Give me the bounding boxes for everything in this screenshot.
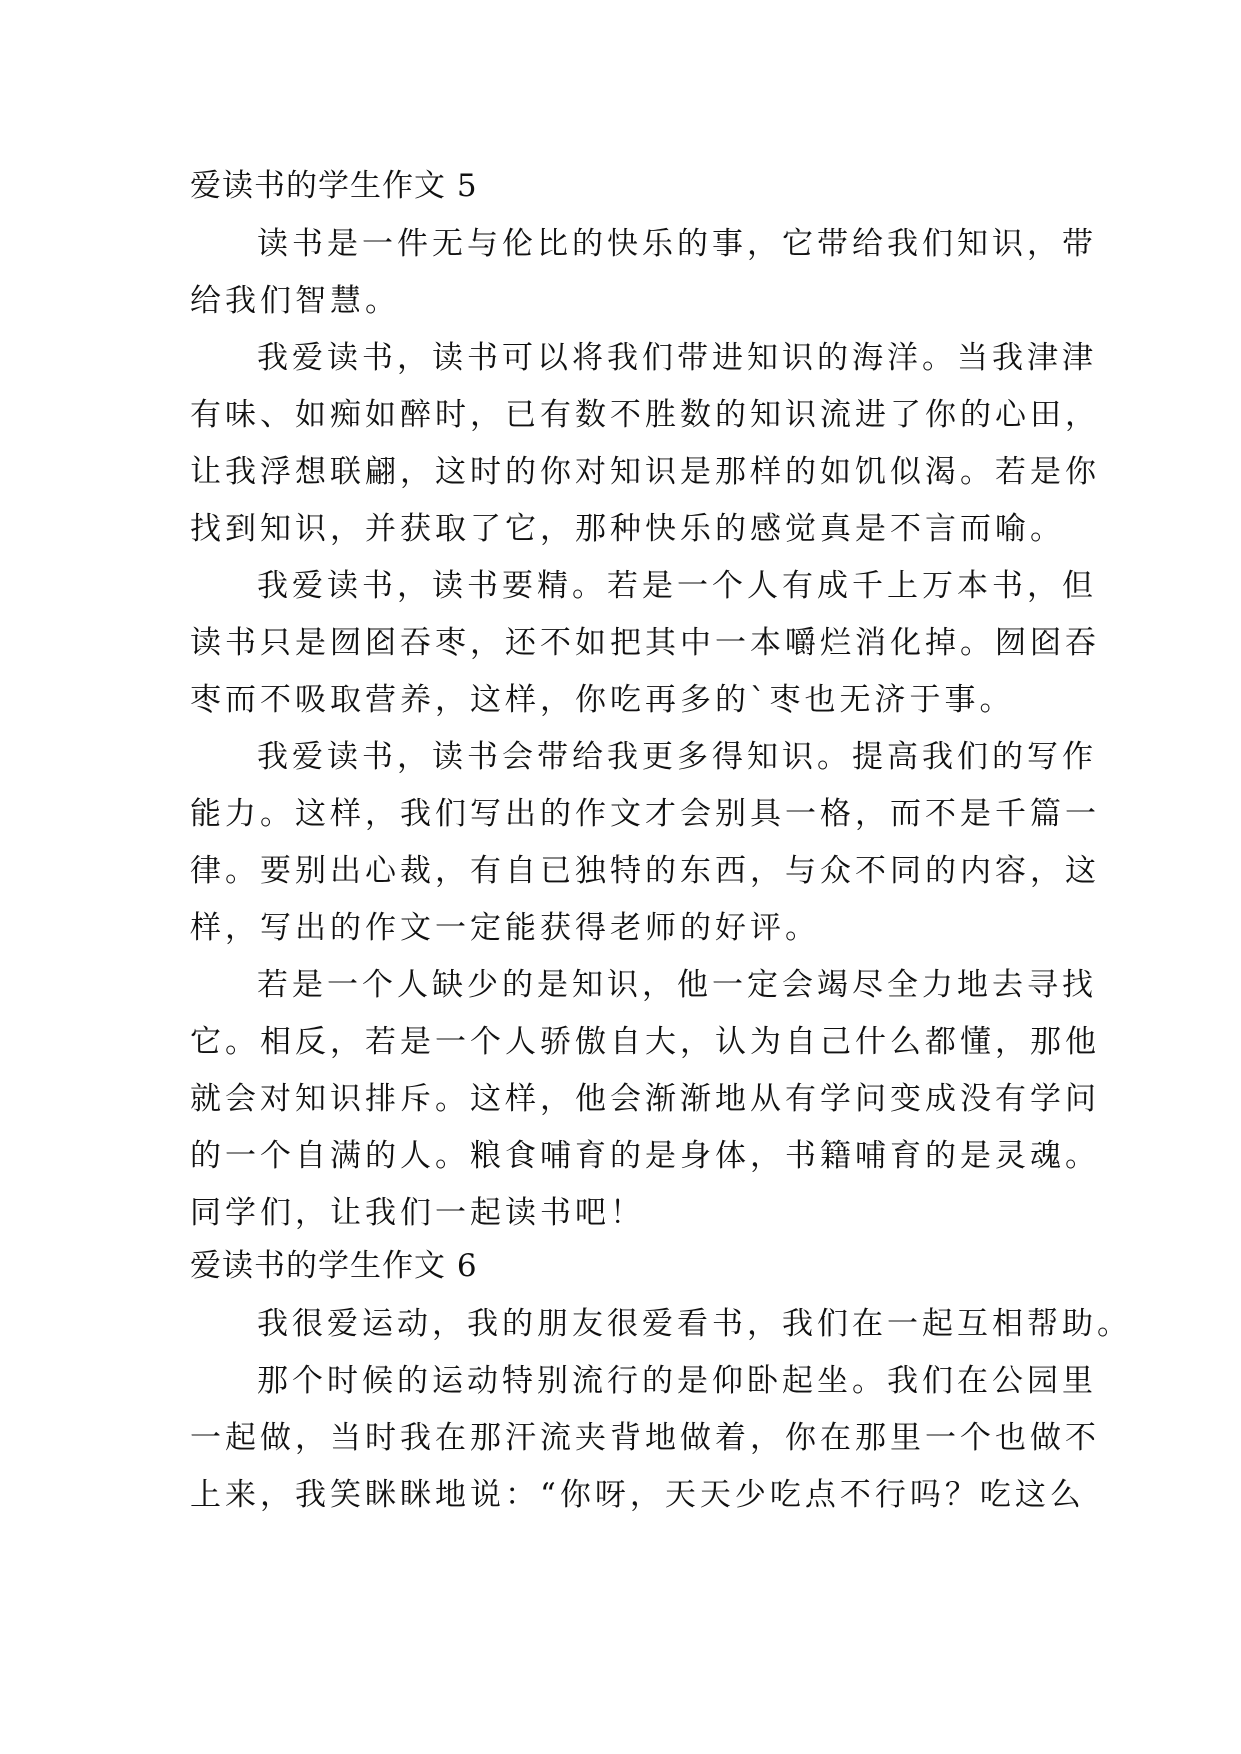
paragraph-line: 样，写出的作文一定能获得老师的好评。 bbox=[190, 910, 820, 946]
essay-6-title: 爱读书的学生作文 6 bbox=[190, 1248, 478, 1284]
paragraph-line: 那个时候的运动特别流行的是仰卧起坐。我们在公园里 bbox=[257, 1363, 1097, 1399]
paragraph-line: 同学们，让我们一起读书吧！ bbox=[190, 1195, 645, 1231]
paragraph-line: 的一个自满的人。粮食哺育的是身体，书籍哺育的是灵魂。 bbox=[190, 1138, 1100, 1174]
paragraph-line: 我爱读书，读书要精。若是一个人有成千上万本书，但 bbox=[257, 568, 1097, 604]
paragraph-line: 读书只是囫囵吞枣，还不如把其中一本嚼烂消化掉。囫囵吞 bbox=[190, 625, 1100, 661]
paragraph-line: 能力。这样，我们写出的作文才会别具一格，而不是千篇一 bbox=[190, 796, 1100, 832]
paragraph-line: 找到知识，并获取了它，那种快乐的感觉真是不言而喻。 bbox=[190, 511, 1065, 547]
paragraph-line: 律。要别出心裁，有自已独特的东西，与众不同的内容，这 bbox=[190, 853, 1100, 889]
paragraph-line: 给我们智慧。 bbox=[190, 283, 400, 319]
paragraph-line: 有味、如痴如醉时，已有数不胜数的知识流进了你的心田， bbox=[190, 397, 1100, 433]
paragraph-line: 我很爱运动，我的朋友很爱看书，我们在一起互相帮助。 bbox=[257, 1306, 1132, 1342]
paragraph-line: 枣而不吸取营养，这样，你吃再多的`枣也无济于事。 bbox=[190, 682, 1015, 718]
paragraph-line: 让我浮想联翩，这时的你对知识是那样的如饥似渴。若是你 bbox=[190, 454, 1100, 490]
paragraph-line: 上来，我笑眯眯地说：“你呀，天天少吃点不行吗？吃这么 bbox=[190, 1477, 1085, 1513]
essay-5-title: 爱读书的学生作文 5 bbox=[190, 168, 478, 204]
paragraph-line: 我爱读书，读书会带给我更多得知识。提高我们的写作 bbox=[257, 739, 1097, 775]
paragraph-line: 读书是一件无与伦比的快乐的事，它带给我们知识，带 bbox=[257, 226, 1097, 262]
paragraph-line: 若是一个人缺少的是知识，他一定会竭尽全力地去寻找 bbox=[257, 967, 1097, 1003]
paragraph-line: 我爱读书，读书可以将我们带进知识的海洋。当我津津 bbox=[257, 340, 1097, 376]
paragraph-line: 就会对知识排斥。这样，他会渐渐地从有学问变成没有学问 bbox=[190, 1081, 1100, 1117]
paragraph-line: 它。相反，若是一个人骄傲自大，认为自己什么都懂，那他 bbox=[190, 1024, 1100, 1060]
paragraph-line: 一起做，当时我在那汗流夹背地做着，你在那里一个也做不 bbox=[190, 1420, 1100, 1456]
